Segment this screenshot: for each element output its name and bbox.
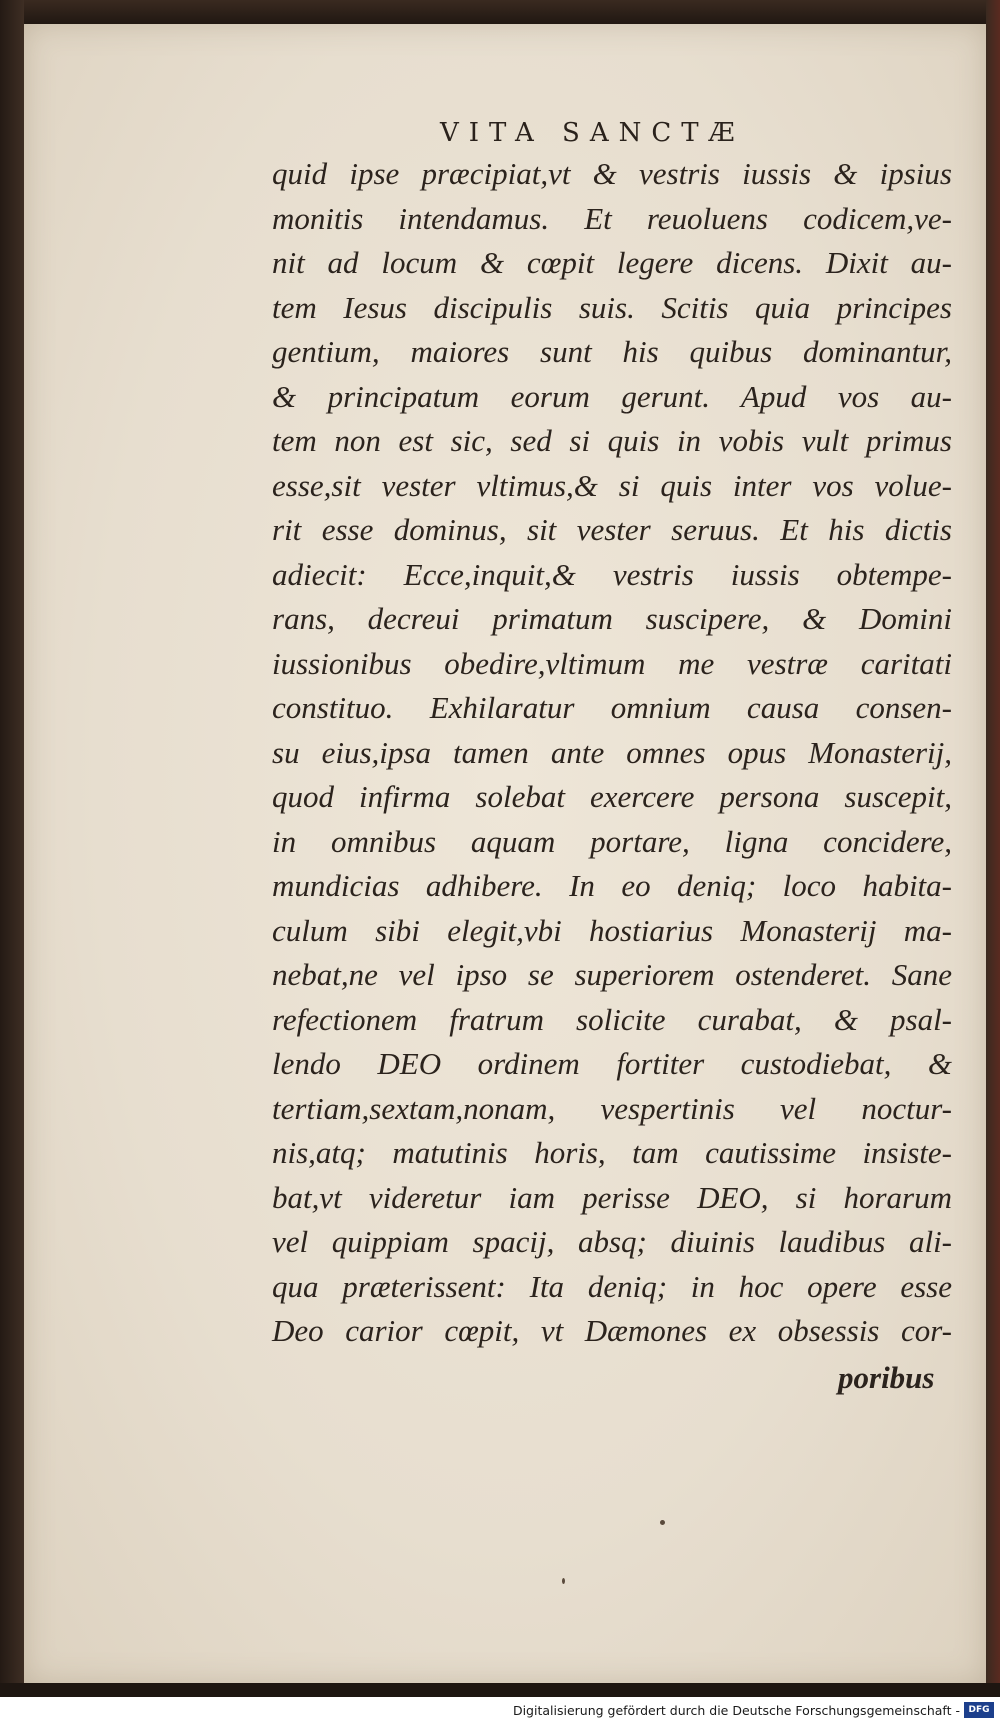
body-text [272,152,952,1354]
text-line: tem non est sic, sed si quis in vobis vult primus [272,423,952,458]
paper-speck [660,1520,665,1525]
text-line: monitis intendamus. Et reuoluens codicem,ve- [272,200,952,236]
text-line: lendo DEO ordinem fortiter custodiebat, & [272,1046,952,1081]
text-line: vel quippiam spacij, absq; diuinis laudibus ali- [272,1224,952,1259]
book-edge-top [0,0,1000,26]
text-line: nis,atq; matutinis horis, tam cautissime insiste- [272,1135,952,1170]
catchword: poribus [838,1360,935,1395]
text-line: culum sibi elegit,vbi hostiarius Monasterij ma- [272,912,952,948]
text-line: rans, decreui primatum suscipere, & Domini [272,601,952,636]
running-head: VITA SANCTÆ [440,118,745,148]
text-line: rit esse dominus, sit vester seruus. Et his dictis [272,512,952,547]
text-line: nebat,ne vel ipso se superiorem ostenderet. Sane [272,957,952,992]
text-line: nit ad locum & cœpit legere dicens. Dixit au- [272,245,952,280]
text-line: iussionibus obedire,vltimum me vestræ caritati [272,645,952,681]
text-line: Deo carior cœpit, vt Dæmones ex obsessis cor- [272,1313,952,1348]
text-line: quod infirma solebat exercere persona suscepit, [272,779,952,814]
text-line: in omnibus aquam portare, ligna concidere, [272,823,952,859]
text-line: adiecit: Ecce,inquit,& vestris iussis obtempe- [272,556,952,592]
text-line: esse,sit vester vltimus,& si quis inter vos volue- [272,467,952,503]
book-edge-bottom [0,1683,1000,1697]
book-edge-right [986,0,1000,1695]
text-line: & principatum eorum gerunt. Apud vos au- [272,378,952,414]
book-edge-left [0,0,24,1695]
text-line: constituo. Exhilaratur omnium causa consen- [272,690,952,725]
text-line: gentium, maiores sunt his quibus dominantur, [272,334,952,369]
paper-speck [562,1578,565,1584]
funding-credit: Digitalisierung gefördert durch die Deutsche Forschungsgemeinschaft - [512,1703,960,1718]
text-line: quid ipse præcipiat,vt & vestris iussis & ipsius [272,156,952,191]
text-line: tertiam,sextam,nonam, vespertinis vel noctur- [272,1090,952,1126]
text-line: tem Iesus discipulis suis. Scitis quia principes [272,289,952,325]
text-line: qua præterissent: Ita deniq; in hoc opere esse [272,1268,952,1304]
text-line: su eius,ipsa tamen ante omnes opus Monasterij, [272,734,952,770]
dfg-logo: DFG [964,1702,994,1718]
text-line: bat,vt videretur iam perisse DEO, si horarum [272,1179,952,1215]
text-line: mundicias adhibere. In eo deniq; loco habita- [272,868,952,903]
text-line: refectionem fratrum solicite curabat, & psal- [272,1001,952,1037]
